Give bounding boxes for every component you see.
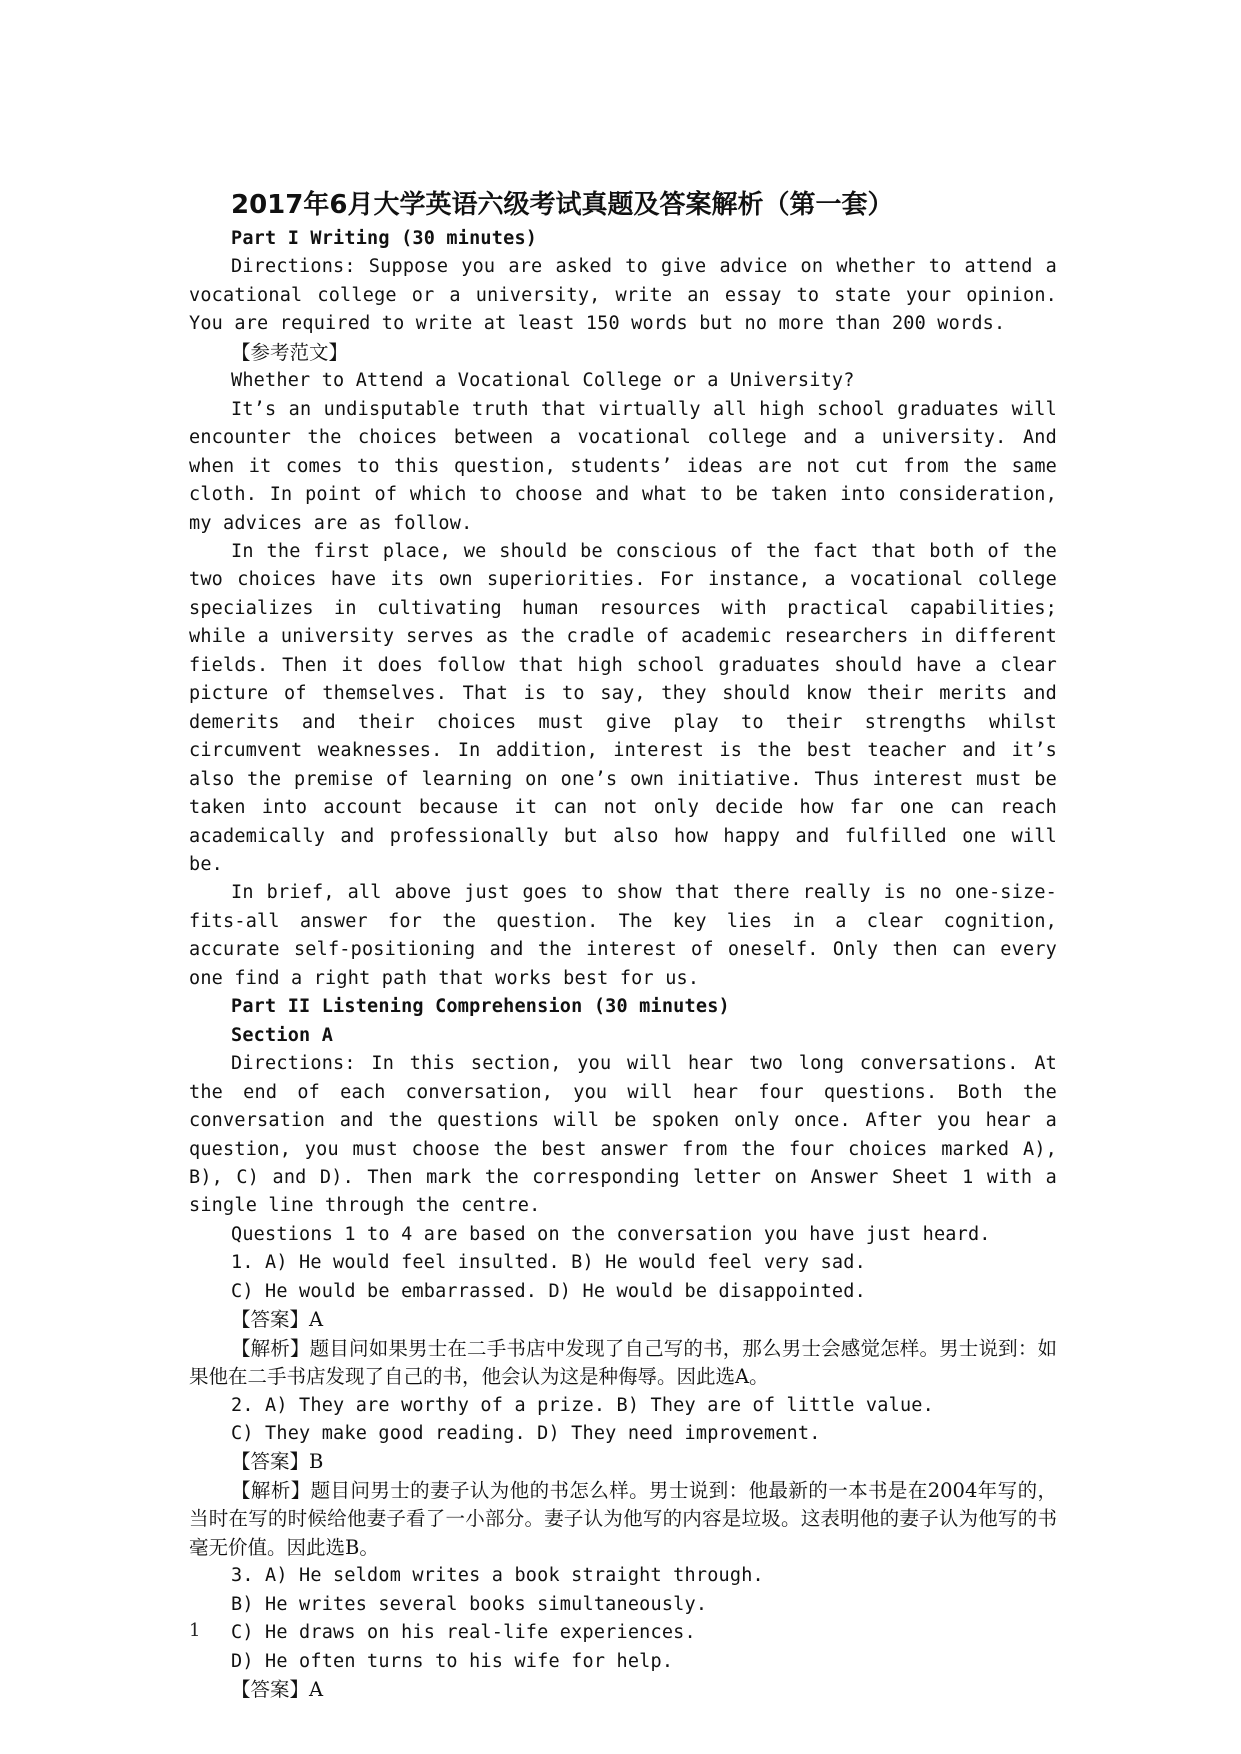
sample-essay-label: 【参考范文】 [231, 340, 349, 364]
essay-paragraph-3: In brief, all above just goes to show that there really is no one-size-fits-all answer for the question. The key lies in a clear cognition, accurate self-positioning and the interest of oneself. Only then can every one find a right path that works best for us. [189, 882, 1057, 989]
essay-title: Whether to Attend a Vocational College or a University? [231, 370, 855, 392]
question-3-option-d: D) He often turns to his wife for help. [231, 1650, 674, 1672]
document-body [189, 188, 1057, 1705]
question-1-options-cd: C) He would be embarrassed. D) He would be disappointed. [231, 1280, 866, 1302]
essay-paragraph-2: In the first place, we should be conscious of the fact that both of the two choices have its own superiorities. For instance, a vocational college specializes in cultivating human resources with practical capabilities; while a university serves as the cradle of academic researchers in different fields. Then it does follow that high school graduates should have a clear picture of themselves. That is to say, they should know their merits and demerits and their choices must give play to their strengths whilst circumvent weaknesses. In addition, interest is the best teacher and it’s also the premise of learning on one’s own initiative. Thus interest must be taken into account because it can not only decide how far one can reach academically and professionally but also how happy and fulfilled one will be. [189, 540, 1057, 875]
question-2-answer: 【答案】B [231, 1450, 324, 1474]
section-a-heading: Section A [231, 1024, 334, 1046]
part1-heading: Part I Writing (30 minutes) [231, 228, 538, 249]
part2-heading: Part II Listening Comprehension (30 minutes) [231, 996, 730, 1018]
question-2-analysis: 【解析】题目问男士的妻子认为他的书怎么样。男士说到：他最新的一本书是在2004年写的，当时在写的时候给他妻子看了一小部分。妻子认为他写的内容是垃圾。这表明他的妻子认为他写的书毫无价值。因此选B。 [189, 1478, 1057, 1559]
question-3-option-b: B) He writes several books simultaneously. [231, 1593, 708, 1615]
page-number: 1 [189, 1620, 201, 1641]
question-2-options-cd: C) They make good reading. D) They need improvement. [231, 1423, 821, 1445]
question-1-analysis: 【解析】题目问如果男士在二手书店中发现了自己写的书，那么男士会感觉怎样。男士说到：如果他在二手书店发现了自己的书，他会认为这是种侮辱。因此选A。 [189, 1336, 1057, 1389]
part2-directions: Directions: In this section, you will hear two long conversations. At the end of each conversation, you will hear four questions. Both the conversation and the questions will be spoken only once. After you hear a question, you must choose the best answer from the four choices marked A), B), C) and D). Then mark the corresponding letter on Answer Sheet 1 with a single line through the centre. [189, 1053, 1057, 1217]
document-title: 2017年6月大学英语六级考试真题及答案解析（第一套） [231, 190, 894, 220]
question-3-option-c: C) He draws on his real-life experiences. [231, 1622, 696, 1644]
question-1-options-ab: 1. A) He would feel insulted. B) He would feel very sad. [231, 1252, 866, 1274]
question-2-options-ab: 2. A) They are worthy of a prize. B) They are of little value. [231, 1394, 934, 1416]
question-3-option-a: 3. A) He seldom writes a book straight through. [231, 1565, 764, 1587]
essay-paragraph-1: It’s an undisputable truth that virtually all high school graduates will encounter the choices between a vocational college and a university. And when it comes to this question, students’ ideas are not cut from the same cloth. In point of which to choose and what to be taken into consideration, my advices are as follow. [189, 398, 1057, 534]
part1-directions: Directions: Suppose you are asked to give advice on whether to attend a vocational college or a university, write an essay to state your opinion. You are required to write at least 150 words but no more than 200 words. [189, 256, 1057, 335]
questions-intro: Questions 1 to 4 are based on the conversation you have just heard. [231, 1223, 991, 1245]
question-1-answer: 【答案】A [231, 1308, 324, 1332]
question-3-answer: 【答案】A [231, 1678, 324, 1702]
